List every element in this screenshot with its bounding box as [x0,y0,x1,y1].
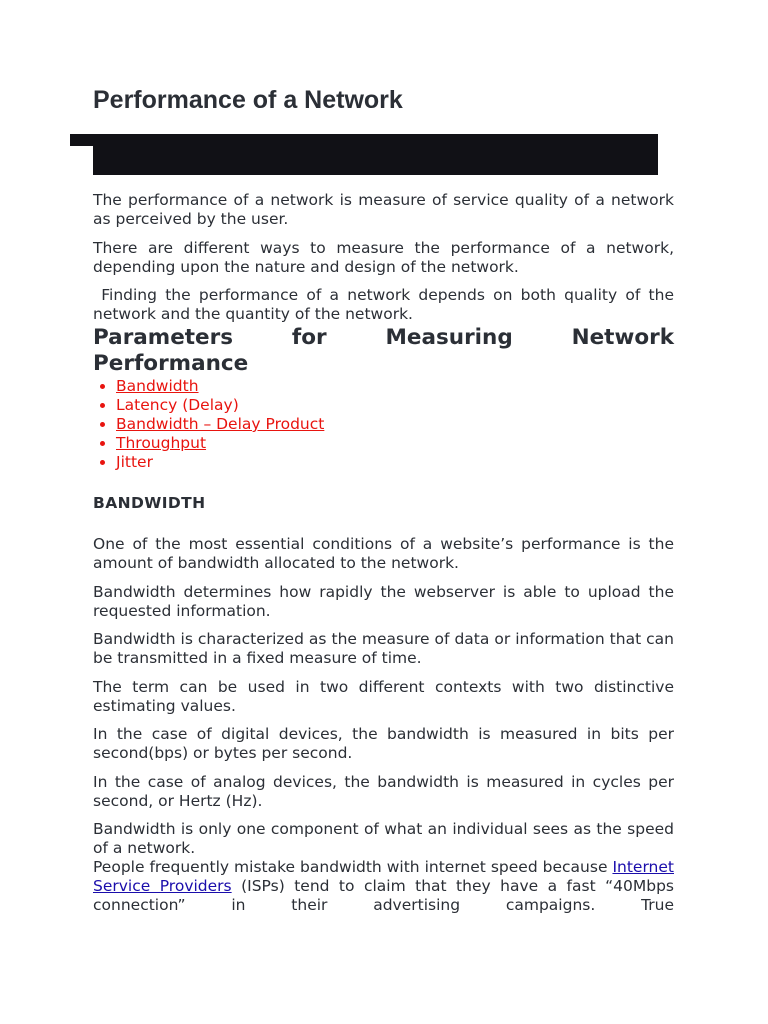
list-item [116,453,674,472]
intro-paragraph-3: Finding the performance of a network depends on both quality of the network and the quantity of the network. [93,286,679,323]
bandwidth-paragraph-3: Bandwidth is characterized as the measure of data or information that can be transmitted in a fixed measure of time. [93,630,674,667]
banner-bar [93,134,658,175]
bandwidth-paragraph-4: The term can be used in two different contexts with two distinctive estimating values. [93,677,674,715]
bandwidth-paragraph-5: In the case of digital devices, the bandwidth is measured in bits per second(bps) or bytes per second. [93,725,674,762]
bandwidth-paragraph-2: Bandwidth determines how rapidly the webserver is able to upload the requested information. [93,582,674,620]
intro-paragraph-2: There are different ways to measure the performance of a network, depending upon the nature and design of the network. [93,238,674,276]
bandwidth-paragraph-8 [93,858,674,915]
bandwidth-link[interactable]: Bandwidth [116,377,199,395]
bandwidth-delay-product-link[interactable]: Bandwidth – Delay Product [116,415,325,433]
list-item [116,377,674,396]
list-item [116,396,674,415]
list-item [116,415,674,434]
throughput-link[interactable]: Throughput [116,434,207,452]
bandwidth-paragraph-1: One of the most essential conditions of a website’s performance is the amount of bandwidth allocated to the network. [93,535,674,572]
isp-link[interactable]: Internet Service Providers [93,858,674,895]
latency-item: Latency (Delay) [116,396,239,414]
banner-edge-mark [70,134,93,146]
bandwidth-paragraph-7: Bandwidth is only one component of what an individual sees as the speed of a network. [93,820,674,857]
bandwidth-paragraph-6: In the case of analog devices, the bandwidth is measured in cycles per second, or Hertz (Hz). [93,772,674,810]
isp-text-before: People frequently mistake bandwidth with internet speed because [93,858,613,876]
intro-paragraph-1: The performance of a network is measure of service quality of a network as perceived by the user. [93,191,674,228]
isp-text-after: (ISPs) tend to claim that they have a fast “40Mbps connection” in their advertising campaigns. True [93,877,674,914]
bandwidth-heading: BANDWIDTH [93,494,206,512]
parameters-heading: Parameters for Measuring Network Performance [93,325,674,376]
page-title: Performance of a Network [93,86,403,114]
list-item [116,434,674,453]
jitter-item: Jitter [116,453,153,471]
document-body [93,191,679,915]
parameters-list [93,377,674,472]
